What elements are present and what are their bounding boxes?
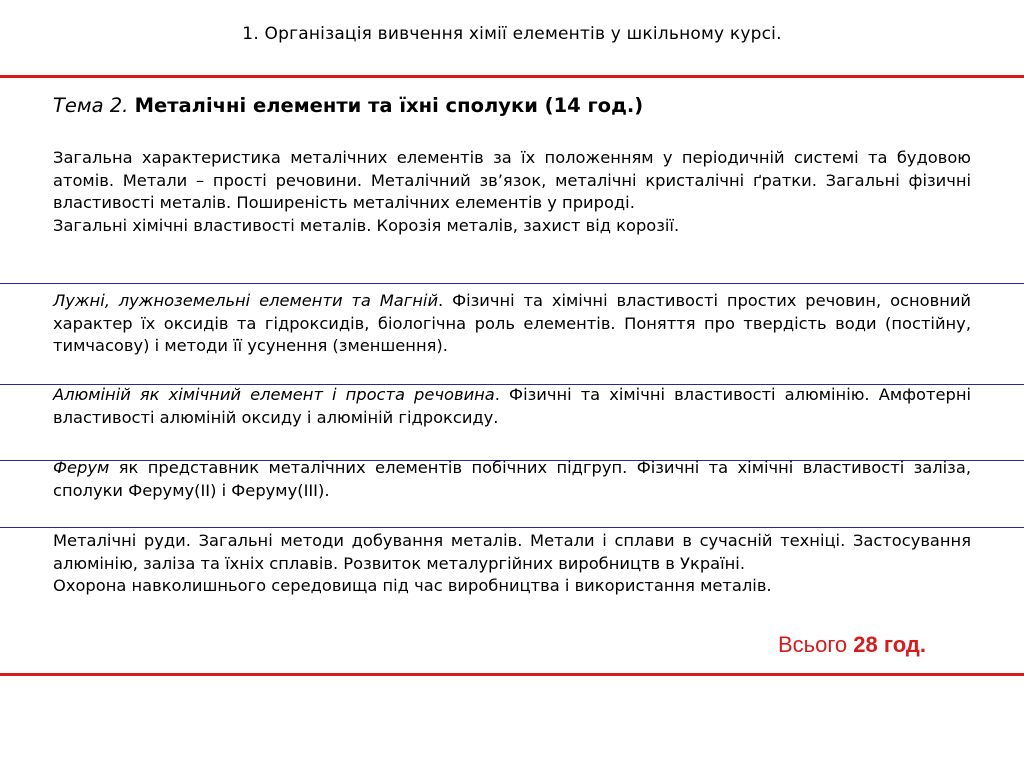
total-hours — [778, 632, 926, 658]
top-red-divider — [0, 75, 1024, 78]
topic-heading — [53, 94, 971, 118]
topic-prefix: Тема 2. — [53, 94, 135, 117]
section-aluminium — [53, 384, 971, 429]
section-alkali-metals — [53, 290, 971, 358]
total-label: Всього — [778, 632, 854, 657]
section-paragraph: Охорона навколишнього середовища під час виробництва і використання металів. — [53, 576, 772, 595]
section-divider — [0, 527, 1024, 528]
section-lead: Алюміній як хімічний елемент і проста речовина — [53, 385, 495, 404]
section-divider — [0, 283, 1024, 284]
section-text: . Фізичні та хімічні властивості простих речовин, основний характер їх оксидів та гідроксидів, біологічна роль елементів. Поняття про твердість води (постійну, тимчасову) і методи її усунення (зменшення). — [53, 291, 971, 355]
section-paragraph: Металічні руди. Загальні методи добування металів. Метали і сплави в сучасній техніці. Застосування алюмінію, заліза та їхніх сплавів. Розвиток металургійних виробництв в Україні. — [53, 531, 971, 573]
total-hours-value: 28 год. — [853, 632, 926, 657]
section-paragraph: Загальні хімічні властивості металів. Корозія металів, захист від корозії. — [53, 215, 680, 235]
section-lead: Ферум — [53, 458, 110, 477]
section-ores-and-alloys — [53, 530, 971, 598]
section-paragraph: Загальна характеристика металічних елементів за їх положенням у періодичній системі та будовою атомів. Метали – прості речовини. Металічний зв’язок, металічні кристалічні ґратки. Загальні фізичні властивості металів. Поширеність металічних елементів у природі. — [53, 148, 971, 212]
section-text: . Фізичні та хімічні властивості алюмінію. Амфотерні властивості алюміній оксиду і алюміній гідроксиду. — [53, 385, 971, 427]
section-paragraph — [53, 290, 971, 358]
topic-name: Металічні елементи та їхні сполуки (14 год.) — [134, 94, 644, 117]
slide-title: 1. Організація вивчення хімії елементів у шкільному курсі. — [242, 24, 782, 44]
section-iron — [53, 457, 971, 502]
section-text: як представник металічних елементів побічних підгруп. Фізичні та хімічні властивості заліза, сполуки Феруму(ІІ) і Феруму(ІІІ). — [53, 458, 971, 500]
section-paragraph — [53, 457, 971, 502]
bottom-red-divider — [0, 673, 1024, 676]
section-general-properties — [53, 147, 971, 237]
section-lead: Лужні, лужноземельні елементи та Магній — [53, 291, 439, 310]
section-paragraph — [53, 384, 971, 429]
